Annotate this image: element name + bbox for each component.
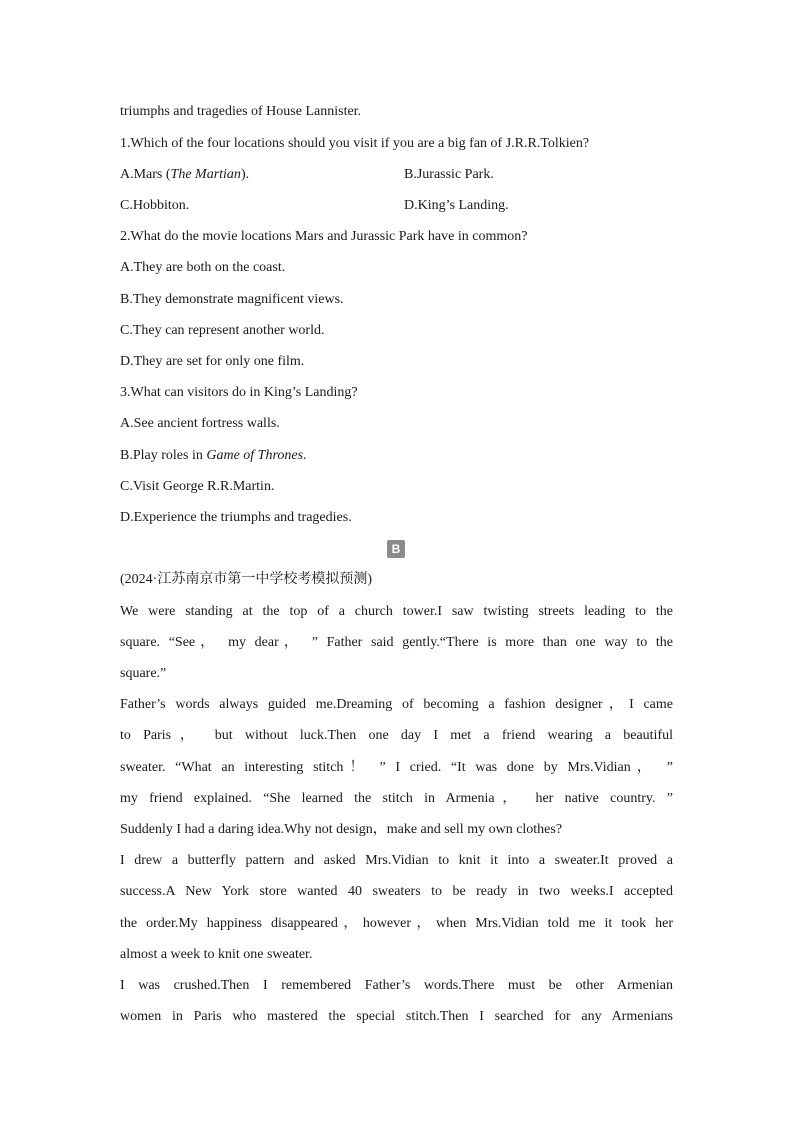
question-1-stem: 1.Which of the four locations should you visit if you are a big fan of J.R.R.Tolkien? (120, 136, 590, 151)
question-2-option-a: A.They are both on the coast. (120, 260, 286, 275)
passage-b-line: Suddenly I had a daring idea.Why not design，make and sell my own clothes? (120, 822, 563, 837)
passage-b-line: sweater. “What an interesting stitch！ ” I cried. “It was done by Mrs.Vidian， ” (120, 760, 673, 775)
passage-b-line: to Paris， but without luck.Then one day I met a friend wearing a beautiful (120, 728, 673, 743)
question-3-option-c: C.Visit George R.R.Martin. (120, 479, 275, 494)
passage-b-line: square. “See， my dear， ” Father said gently.“There is more than one way to the (120, 635, 673, 650)
passage-b-line: I drew a butterfly pattern and asked Mrs.Vidian to knit it into a sweater.It proved a (120, 853, 673, 868)
question-1-option-b: B.Jurassic Park. (404, 167, 494, 182)
question-3-option-d: D.Experience the triumphs and tragedies. (120, 510, 352, 525)
passage-b-line: women in Paris who mastered the special stitch.Then I searched for any Armenians (120, 1009, 673, 1024)
passage-source: (2024·江苏南京市第一中学校考模拟预测) (120, 572, 372, 587)
passage-b-line: We were standing at the top of a church tower.I saw twisting streets leading to the (120, 604, 673, 619)
passage-b-line: the order.My happiness disappeared，however，when Mrs.Vidian told me it took her (120, 916, 673, 931)
question-3-stem: 3.What can visitors do in King’s Landing? (120, 385, 358, 400)
passage-b-line: almost a week to knit one sweater. (120, 947, 313, 962)
section-b-badge: B (387, 540, 405, 558)
question-3-option-a: A.See ancient fortress walls. (120, 416, 280, 431)
question-3-option-b: B.Play roles in Game of Thrones. (120, 448, 307, 463)
passage-b-line: I was crushed.Then I remembered Father’s words.There must be other Armenian (120, 978, 673, 993)
passage-b-line: square.” (120, 666, 167, 681)
passage-a-tail: triumphs and tragedies of House Lannister. (120, 104, 362, 119)
passage-b-line: my friend explained. “She learned the stitch in Armenia， her native country. ” (120, 791, 673, 806)
question-1-option-c: C.Hobbiton. (120, 198, 190, 213)
question-2-option-b: B.They demonstrate magnificent views. (120, 292, 344, 307)
show-title: Game of Thrones (206, 448, 304, 463)
question-1-option-a: A.Mars (The Martian). (120, 167, 250, 182)
passage-b-line: Father’s words always guided me.Dreaming of becoming a fashion designer，I came (120, 697, 673, 712)
question-1-option-d: D.King’s Landing. (404, 198, 509, 213)
question-2-option-c: C.They can represent another world. (120, 323, 325, 338)
question-2-stem: 2.What do the movie locations Mars and Jurassic Park have in common? (120, 229, 528, 244)
question-2-option-d: D.They are set for only one film. (120, 354, 305, 369)
movie-title: The Martian (170, 167, 241, 182)
passage-b-line: success.A New York store wanted 40 sweaters to be ready in two weeks.I accepted (120, 884, 673, 899)
